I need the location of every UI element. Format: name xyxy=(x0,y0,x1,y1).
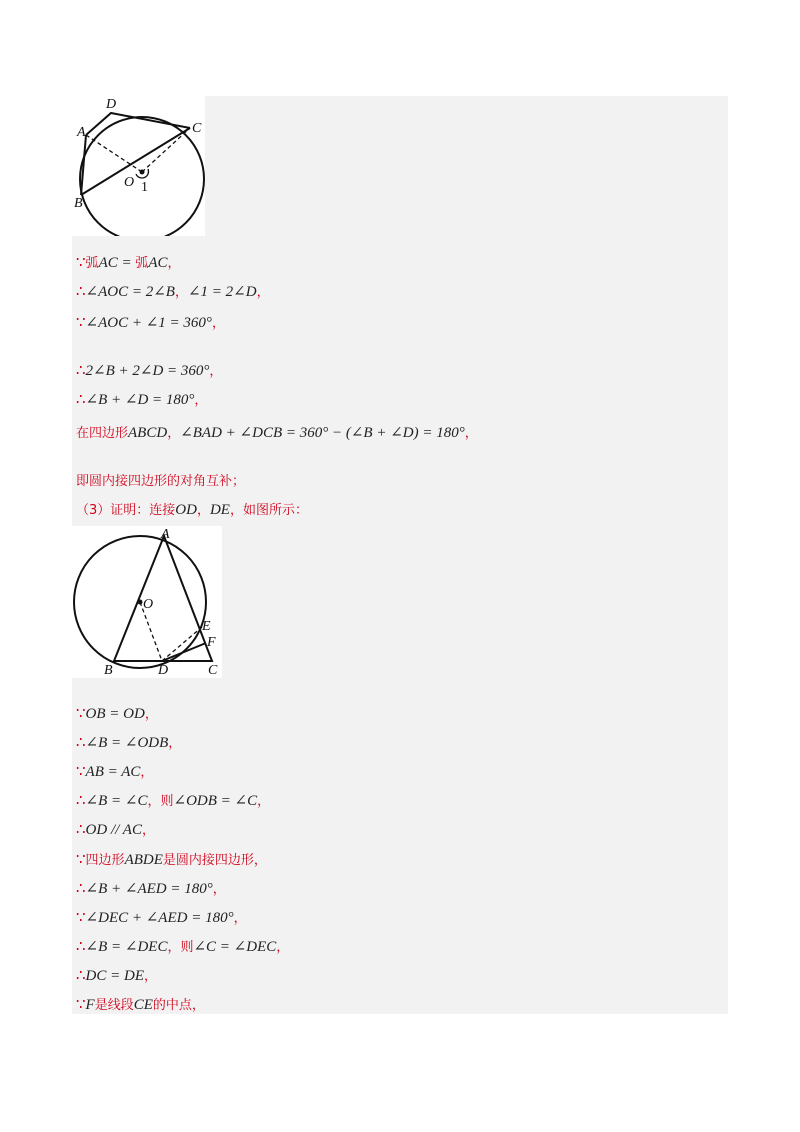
label-c: C xyxy=(208,663,218,678)
proof-line xyxy=(76,909,247,928)
label-o: O xyxy=(124,175,135,190)
proof-symbol: ∵ xyxy=(76,910,86,926)
proof-math: ∠B + ∠D = 180° xyxy=(85,392,195,408)
proof-line xyxy=(76,763,153,782)
proof-line xyxy=(76,472,245,491)
proof-line xyxy=(76,501,308,520)
label-d: D xyxy=(158,663,169,678)
dashed-de xyxy=(162,627,202,661)
proof-suffix: 的中点， xyxy=(152,998,205,1013)
proof-symbol: ∵ xyxy=(76,764,86,780)
proof-symbol: ∵ xyxy=(76,706,86,722)
label-1: 1 xyxy=(141,180,148,195)
proof-line xyxy=(76,705,158,724)
proof-line xyxy=(76,938,289,957)
proof-math-2: ∠BAD + ∠DCB = 360° − (∠B + ∠D) = 180° xyxy=(180,425,465,441)
proof-middle: ， xyxy=(196,503,210,518)
proof-math-2: ∠1 = 2∠D xyxy=(187,284,257,300)
proof-line xyxy=(76,996,205,1015)
proof-math-2: CE xyxy=(133,997,153,1013)
proof-symbol: ∴ xyxy=(76,735,86,751)
proof-line xyxy=(76,254,181,273)
proof-middle: 是线段 xyxy=(94,998,134,1013)
segment-bc xyxy=(81,128,190,195)
proof-prefix: 在四边形 xyxy=(76,426,129,441)
proof-symbol: ∴ xyxy=(76,881,86,897)
proof-symbol: ∴ xyxy=(76,822,86,838)
proof-line xyxy=(76,821,155,840)
proof-math: ABCD xyxy=(128,425,168,441)
proof-math: ∠DEC + ∠AED = 180° xyxy=(85,910,234,926)
proof-suffix: ， xyxy=(168,736,182,751)
proof-math: AB = AC xyxy=(85,764,141,780)
proof-suffix: ， xyxy=(233,911,247,926)
proof-math: ∠B = ∠DEC xyxy=(85,939,168,955)
proof-line xyxy=(76,283,270,302)
proof-symbol: ∵ xyxy=(76,315,86,331)
proof-symbol: ∵ xyxy=(76,255,86,271)
proof-line xyxy=(76,362,222,381)
proof-suffix: ， xyxy=(464,426,478,441)
proof-prefix: 即圆内接四边形的对角互补； xyxy=(76,474,246,489)
proof-suffix: ， xyxy=(212,882,226,897)
proof-line xyxy=(76,851,267,870)
proof-symbol: ∴ xyxy=(76,363,86,379)
circle-o xyxy=(80,117,204,236)
dashed-oa xyxy=(86,135,142,172)
proof-math: F xyxy=(85,997,95,1013)
proof-symbol: ∴ xyxy=(76,939,86,955)
proof-prefix: 四边形 xyxy=(85,853,125,868)
proof-middle: ， xyxy=(167,426,181,441)
proof-suffix: ， xyxy=(276,940,290,955)
proof-math-2: ∠ODB = ∠C xyxy=(173,793,258,809)
proof-suffix: ， xyxy=(211,316,225,331)
label-d: D xyxy=(106,97,117,112)
figure-circle-quadrilateral-abcd xyxy=(72,96,205,236)
label-a: A xyxy=(77,125,86,140)
proof-middle: ，则 xyxy=(147,794,174,809)
proof-prefix: （3）证明：连接 xyxy=(76,503,176,518)
proof-math: ∠B = ∠ODB xyxy=(85,735,169,751)
proof-middle: 弧 xyxy=(135,256,149,271)
proof-suffix: ， xyxy=(256,285,270,300)
proof-suffix: ， xyxy=(257,794,271,809)
proof-math: ∠AOC = 2∠B xyxy=(85,284,175,300)
proof-line xyxy=(76,734,181,753)
proof-middle: 是圆内接四边形， xyxy=(162,853,267,868)
proof-line xyxy=(76,314,225,333)
proof-middle: ， xyxy=(174,285,188,300)
proof-math: ∠AOC + ∠1 = 360° xyxy=(85,315,212,331)
proof-math-2: DE xyxy=(209,502,230,518)
proof-suffix: ， xyxy=(140,765,154,780)
proof-line xyxy=(76,967,157,986)
label-e: E xyxy=(202,619,211,634)
proof-math: OD // AC xyxy=(85,822,142,838)
figure-1-svg xyxy=(72,96,205,236)
proof-suffix: ， xyxy=(144,707,158,722)
figure-circle-triangle-abc xyxy=(72,526,222,678)
proof-math: ∠B + ∠AED = 180° xyxy=(85,881,213,897)
label-b: B xyxy=(104,663,113,678)
label-f: F xyxy=(207,635,216,650)
center-point-o xyxy=(138,600,143,605)
proof-line xyxy=(76,880,226,899)
proof-math: AC = xyxy=(98,255,136,271)
proof-symbol: ∵ xyxy=(76,997,86,1013)
proof-middle: ，则 xyxy=(167,940,194,955)
proof-suffix: ，如图所示： xyxy=(229,503,308,518)
proof-symbol: ∴ xyxy=(76,793,86,809)
proof-line xyxy=(76,424,478,443)
proof-symbol: ∴ xyxy=(76,968,86,984)
label-c: C xyxy=(192,121,202,136)
proof-math: OD xyxy=(175,502,197,518)
proof-math-2: ∠C = ∠DEC xyxy=(193,939,277,955)
proof-suffix: ， xyxy=(141,823,155,838)
proof-line xyxy=(76,391,207,410)
figure-2-svg xyxy=(72,526,222,678)
triangle-abc xyxy=(114,536,212,661)
proof-math-2: AC xyxy=(148,255,168,271)
center-point-o xyxy=(140,170,145,175)
dashed-oc xyxy=(142,128,190,172)
segment-df xyxy=(162,643,206,661)
label-o: O xyxy=(143,597,154,612)
label-a: A xyxy=(161,527,170,542)
proof-suffix: ， xyxy=(194,393,208,408)
proof-suffix: ， xyxy=(167,256,181,271)
proof-symbol: ∴ xyxy=(76,284,86,300)
label-b: B xyxy=(74,196,83,211)
proof-suffix: ， xyxy=(209,364,223,379)
proof-math: DC = DE xyxy=(85,968,145,984)
proof-symbol: ∴ xyxy=(76,392,86,408)
proof-prefix: 弧 xyxy=(85,256,99,271)
proof-line xyxy=(76,792,270,811)
proof-math: 2∠B + 2∠D = 360° xyxy=(85,363,210,379)
proof-math: ∠B = ∠C xyxy=(85,793,148,809)
proof-suffix: ， xyxy=(144,969,158,984)
proof-math: ABDE xyxy=(124,852,163,868)
proof-symbol: ∵ xyxy=(76,852,86,868)
proof-math: OB = OD xyxy=(85,706,145,722)
